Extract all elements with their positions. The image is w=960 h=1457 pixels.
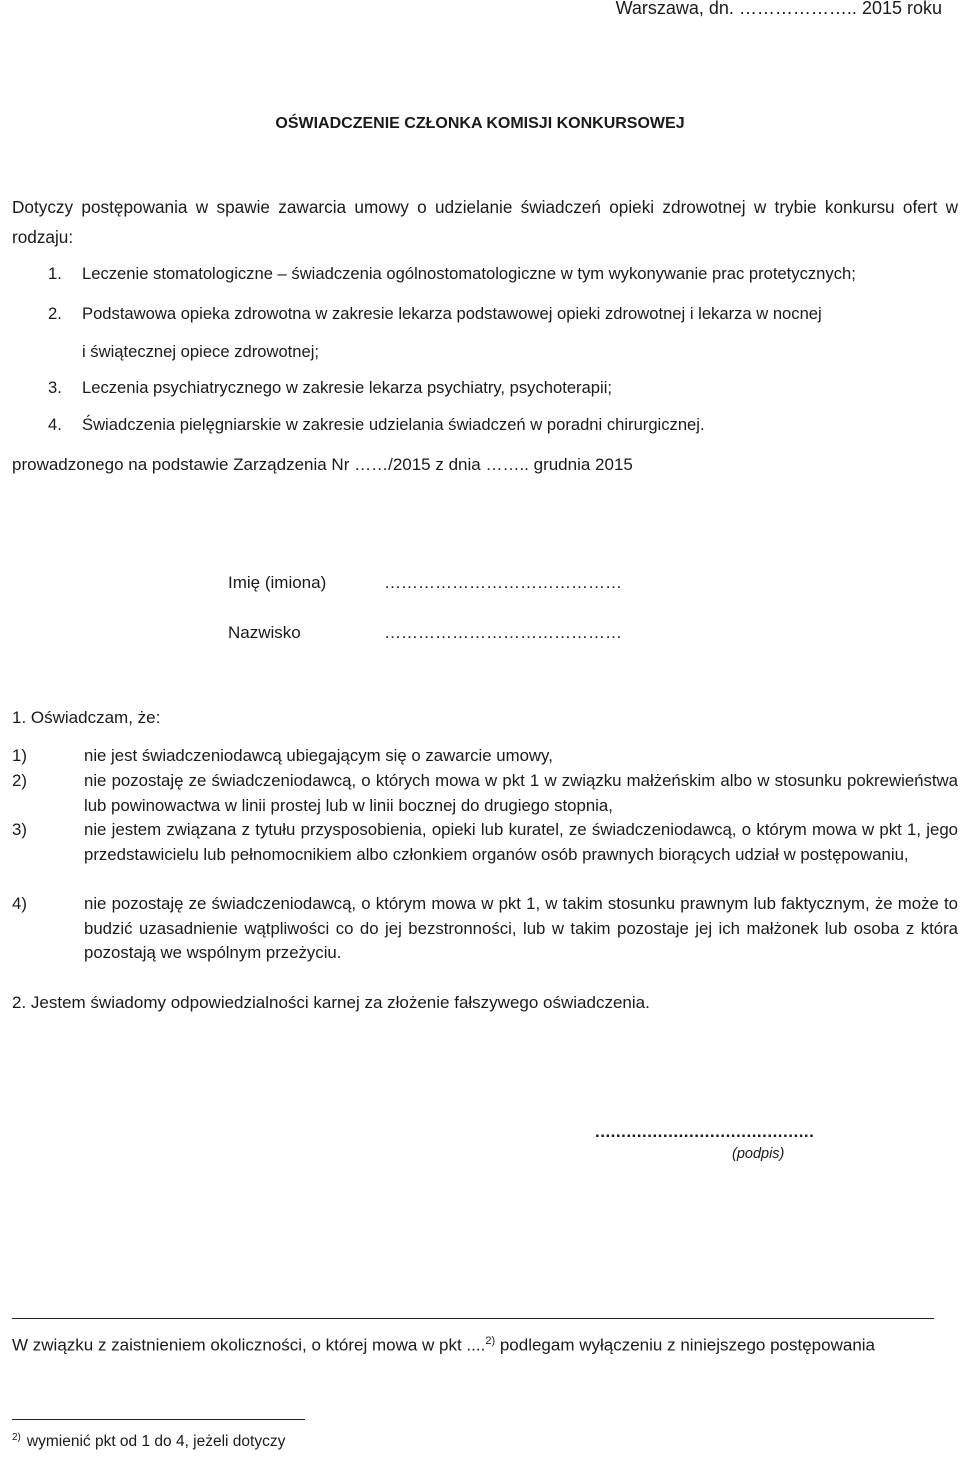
declaration-text: nie pozostaję ze świadczeniodawcą, o którym mowa w pkt 1, w takim stosunku prawnym lub faktycznym, że może to budzić uzasadnienie wątpliwości co do jej bezstronności, lub w takim pozostaje jej ich małżonek lub osoba z która pozostają we wspólnym przeżyciu. — [84, 894, 958, 962]
last-name-field[interactable]: …………………………………… — [384, 623, 622, 642]
category-item — [48, 378, 612, 398]
category-text-continuation: i świątecznej opiece zdrowotnej; — [82, 342, 320, 361]
category-number: 1. — [48, 264, 62, 283]
category-text: Świadczenia pielęgniarskie w zakresie udzielania świadczeń w poradni chirurgicznej. — [82, 415, 705, 434]
exclusion-statement — [12, 1329, 912, 1358]
ordinance-line: prowadzonego na podstawie Zarządzenia Nr ……/2015 z dnia …….. grudnia 2015 — [12, 455, 633, 474]
signature-line[interactable]: .......................................... — [595, 1122, 815, 1141]
declaration-item — [12, 769, 958, 818]
declaration-number: 4) — [12, 894, 27, 913]
footnote-marker: 2) — [12, 1432, 21, 1443]
intro-paragraph: Dotyczy postępowania w spawie zawarcia umowy o udzielanie świadczeń opieki zdrowotnej w trybie konkursu ofert w rodzaju: — [12, 197, 958, 247]
first-name-label: Imię (imiona) — [228, 573, 327, 592]
category-text: Leczenia psychiatrycznego w zakresie lekarza psychiatry, psychoterapii; — [82, 378, 613, 397]
category-item — [48, 264, 856, 284]
category-number: 2. — [48, 304, 62, 323]
footnote-text: wymienić pkt od 1 do 4, jeżeli dotyczy — [26, 1433, 286, 1451]
category-item — [48, 415, 705, 435]
declaration-number: 1) — [12, 746, 27, 765]
footnote-ref: 2) — [485, 1335, 496, 1347]
place-date-line: Warszawa, dn. ……………….. 2015 roku — [615, 0, 942, 18]
declaration-item — [12, 818, 958, 867]
last-name-label: Nazwisko — [228, 623, 301, 642]
category-item — [48, 304, 822, 324]
category-number: 4. — [48, 415, 62, 434]
footer-divider — [12, 1318, 934, 1319]
category-text: Podstawowa opieka zdrowotna w zakresie lekarza podstawowej opieki zdrowotnej i lekarza w nocnej — [82, 304, 822, 323]
declaration-number: 2) — [12, 771, 27, 790]
section-2-statement: 2. Jestem świadomy odpowiedzialności karnej za złożenie fałszywego oświadczenia. — [12, 993, 650, 1012]
declaration-item — [12, 892, 958, 966]
first-name-field[interactable]: …………………………………… — [384, 573, 622, 592]
declaration-text: nie pozostaję ze świadczeniodawcą, o których mowa w pkt 1 w związku małżeńskim albo w stosunku pokrewieństwa lub powinowactwa w linii prostej lub w linii bocznej do drugiego stopnia, — [84, 771, 958, 815]
declaration-text: nie jest świadczeniodawcą ubiegającym się o zawarcie umowy, — [84, 746, 553, 765]
footnote — [12, 1432, 285, 1451]
category-number: 3. — [48, 378, 62, 397]
exclusion-statement-text-end: podlegam wyłączeniu z niniejszego postępowania — [495, 1335, 876, 1355]
declaration-text: nie jestem związana z tytułu przysposobienia, opieki lub kuratel, ze świadczeniodawcą, o którym mowa w pkt 1, jego przedstawicielu lub pełnomocnikiem albo członkiem organów osób prawnych biorących udział w postępowaniu, — [84, 820, 958, 864]
section-1-heading: 1. Oświadczam, że: — [12, 708, 161, 727]
exclusion-statement-text: W związku z zaistnieniem okoliczności, o której mowa w pkt .... — [12, 1335, 486, 1355]
declaration-number: 3) — [12, 820, 27, 839]
footnote-divider — [12, 1419, 305, 1420]
signature-label: (podpis) — [732, 1146, 785, 1162]
document-title: OŚWIADCZENIE CZŁONKA KOMISJI KONKURSOWEJ — [275, 115, 685, 132]
category-text: Leczenie stomatologiczne – świadczenia ogólnostomatologiczne w tym wykonywanie prac protetycznych; — [82, 264, 856, 283]
declaration-item — [12, 744, 958, 769]
